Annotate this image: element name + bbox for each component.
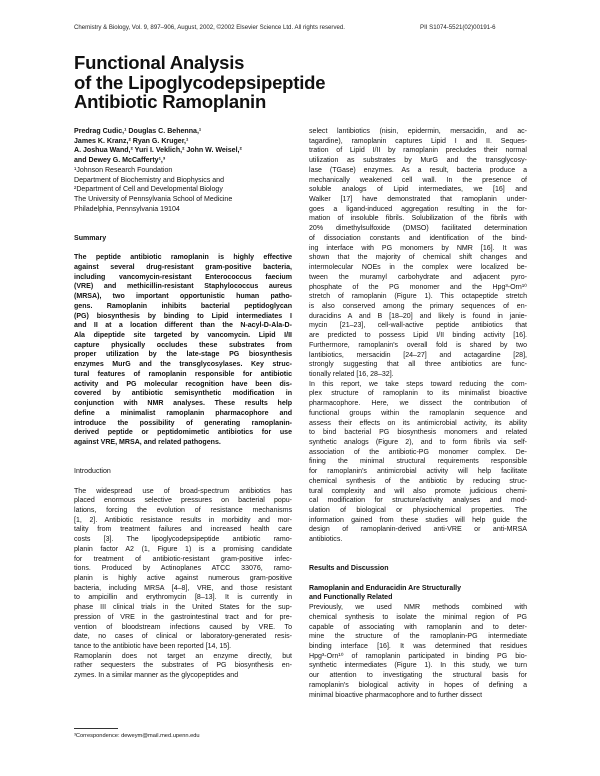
text-line: against several drug-resistant gram-positive bacteria, bbox=[74, 264, 292, 272]
summary-abstract bbox=[74, 253, 292, 447]
footnote-rule bbox=[74, 728, 118, 729]
right-column bbox=[309, 127, 527, 700]
text-line: fining the minimal structural requirements responsible bbox=[309, 458, 527, 466]
text-line: to bind bacterial PG biosynthesis monomers and related bbox=[309, 429, 527, 437]
text-line: conjunction with NMR analyses. These results help bbox=[74, 400, 292, 408]
section-subheading bbox=[309, 584, 527, 603]
text-line: James K. Kranz,² Ryan G. Kruger,¹ bbox=[74, 137, 189, 145]
text-line: The University of Pennsylvania School of Medicine bbox=[74, 196, 233, 204]
introduction-heading: Introduction bbox=[74, 468, 111, 476]
text-line: lantibiotics, mersacidin [24–27] and actagardine [28], bbox=[309, 351, 527, 359]
text-line: phase III clinical trials in the United States for the sup- bbox=[74, 604, 292, 612]
text-line: for ramoplanin's antimicrobial activity will help facilitate bbox=[309, 468, 527, 476]
running-header bbox=[74, 24, 544, 31]
text-line: lase (TGase) enzymes. As a result, bacteria produce a bbox=[309, 166, 527, 174]
text-line: against VRE, MRSA, and related pathogens. bbox=[74, 438, 221, 446]
text-line: ²Department of Cell and Developmental Biology bbox=[74, 186, 223, 194]
text-line: chemical synthesis of the antibiotic by reducing struc- bbox=[309, 477, 527, 485]
text-line: Ramoplanin and Enduracidin Are Structurally bbox=[309, 584, 462, 592]
text-line: lations, forcing the evolution of resistance mechanisms bbox=[74, 506, 292, 514]
text-line: proper utilization by the late-stage PG biosynthesis bbox=[74, 351, 292, 359]
text-line: pression of VRE in the gastrointestinal tract and for pre- bbox=[74, 613, 292, 621]
text-line: intermolecular NOEs in the complex were localized be- bbox=[309, 264, 527, 272]
text-line: for treatment of antibiotic-resistant gram-positive infec- bbox=[74, 555, 292, 563]
text-line: (MRSA), two important opportunistic human patho- bbox=[74, 293, 292, 301]
results-heading: Results and Discussion bbox=[309, 565, 389, 573]
text-line: The widespread use of broad-spectrum antibiotics has bbox=[74, 487, 292, 495]
text-line: mechanically weakened cell wall. In the presence of bbox=[309, 176, 527, 184]
text-line: In this report, we take steps toward reducing the com- bbox=[309, 380, 527, 388]
text-line: to ampicillin and erythromycin [8–13]. It is currently in bbox=[74, 594, 292, 602]
text-line: define a minimalist ramoplanin pharmacophore and bbox=[74, 409, 292, 417]
text-line: design of ramoplanin-derived anti-VRE or anti-MRSA bbox=[309, 526, 527, 534]
text-line: Philadelphia, Pennsylvania 19104 bbox=[74, 205, 180, 213]
text-line: of dissociation constants and identification of the bind- bbox=[309, 234, 527, 242]
correspondence-footnote: ³Correspondence: deweym@mail.med.upenn.edu bbox=[74, 733, 200, 739]
text-line: activity and PG molecular recognition have been dis- bbox=[74, 380, 292, 388]
text-line: tance to the antibiotic have been reported [14, 15]. bbox=[74, 643, 232, 650]
text-line: phosphate of the PG monomer and the Hpg³-Orn¹⁰ bbox=[309, 283, 527, 291]
text-line: association of the antibiotic-PG monomer complex. De- bbox=[309, 448, 527, 456]
text-line: assess their effects on its antimicrobial activity, its ability bbox=[309, 419, 527, 427]
text-line: strongly suggesting that all three antibiotics are func- bbox=[309, 361, 527, 369]
text-line: bacteria, including MRSA [4–8], VRE, and those resistant bbox=[74, 584, 292, 592]
text-line: mycin [21–23], cell-wall-active peptide antibiotics that bbox=[309, 322, 527, 330]
text-line: are predicted to possess Lipid I/II binding activity [16]. bbox=[309, 332, 527, 340]
text-line: derived peptide or peptidomimetic antibiotics for use bbox=[74, 429, 292, 437]
text-line: synthetic analogs (Figure 2), and to form fibrils via self- bbox=[309, 439, 527, 446]
text-line: functional groups within the ramoplanin sequence and bbox=[309, 409, 527, 417]
text-line: planin factor A2 (1, Figure 1) is a promising candidate bbox=[74, 545, 292, 553]
text-line: chemical synthesis to isolate the minimal region of PG bbox=[309, 613, 527, 621]
text-line: ¹Johnson Research Foundation bbox=[74, 166, 173, 174]
text-line: select lantibiotics (nisin, epidermin, mersacidin, and ac- bbox=[309, 128, 527, 135]
text-line: Furthermore, ramoplanin's overall fold is shared by two bbox=[309, 341, 527, 349]
text-line: utilization as substrates by MurG and the transglycosy- bbox=[309, 157, 527, 165]
pii-code: PII S1074-5521(02)00191-6 bbox=[420, 24, 496, 31]
text-line: vention of bloodstream infections caused by VRE. To bbox=[74, 623, 292, 631]
text-line: introduce the possibility of generating ramoplanin- bbox=[74, 419, 292, 427]
text-line: (VRE) and methicillin-resistant Staphylococcus aureus bbox=[74, 283, 292, 291]
text-line: costs [3]. The lipoglycodepsipeptide antibiotic ramo- bbox=[74, 536, 292, 544]
text-line: rather sequesters the substrates of PG biosynthesis en- bbox=[74, 662, 292, 670]
text-line: tural complexity and will also promote judicious chemi- bbox=[309, 487, 527, 495]
text-line: capture physically occludes these substrates from bbox=[74, 341, 292, 349]
text-line: and Dewey G. McCafferty¹,³ bbox=[74, 157, 166, 165]
text-line: (PG) biosynthesis by binding to Lipid intermediates I bbox=[74, 312, 292, 320]
text-line: antibiotics. bbox=[309, 536, 343, 544]
text-line: goes a ligand-induced aggregation resulting in the for- bbox=[309, 205, 527, 213]
text-line: Walker [17] have demonstrated that ramoplanin under- bbox=[309, 196, 527, 204]
body-text-continued bbox=[309, 127, 527, 545]
article-title bbox=[74, 53, 325, 112]
text-line: zymes. In a similar manner as the glycopeptides and bbox=[74, 672, 239, 680]
text-line: mation of insoluble fibrils. Solubilization of the fibrils with bbox=[309, 215, 527, 223]
text-line: A. Joshua Wand,² Yuri I. Veklich,² John W. Weisel,² bbox=[74, 147, 242, 155]
text-line: covered by antibiotic semisynthetic modification in bbox=[74, 390, 292, 398]
introduction-text bbox=[74, 487, 292, 681]
text-line: including vancomycin-resistant Enterococcus faecium bbox=[74, 273, 292, 281]
text-line: ulation of biological or physiochemical properties. The bbox=[309, 507, 527, 515]
text-line: tration of Lipid I/II by ramoplanin precludes their normal bbox=[309, 147, 527, 155]
author-block bbox=[74, 127, 292, 214]
text-line: Ramoplanin does not target an enzyme directly, but bbox=[74, 652, 292, 660]
results-text bbox=[309, 603, 527, 700]
text-line: tions. Produced by Actinoplanes ATCC 33076, ramo- bbox=[74, 565, 292, 573]
text-line: tween the muramyl carbohydrate and adjacent pyro- bbox=[309, 273, 527, 281]
text-line: Previously, we used NMR methods combined with bbox=[309, 604, 527, 612]
text-line: Hpg³-Orn¹⁰ of ramoplanin participated in binding PG bio- bbox=[309, 652, 527, 660]
text-line: tural features of ramoplanin responsible for antibiotic bbox=[74, 370, 292, 378]
text-line: stretch of ramoplanin (Figure 1). This octapeptide stretch bbox=[309, 293, 527, 301]
text-line: and Functionally Related bbox=[309, 594, 393, 602]
text-line: tionally related [16, 28–32]. bbox=[309, 370, 394, 378]
text-line: minimal bioactive pharmacophore and to further dissect bbox=[309, 691, 483, 699]
text-line: mine the structure of the ramoplanin-PG intermediate bbox=[309, 633, 527, 641]
text-line: binding interface [16]. It was determined that residues bbox=[309, 643, 527, 651]
text-line: gens. Ramoplanin inhibits bacterial peptidoglycan bbox=[74, 302, 292, 310]
title-line: Antibiotic Ramoplanin bbox=[74, 91, 267, 112]
text-line: The peptide antibiotic ramoplanin is highly effective bbox=[74, 254, 292, 262]
text-line: soluble analogs of Lipid intermediates, we [16] and bbox=[309, 186, 527, 194]
text-line: Ala dipeptide site targeted by vancomycin. Lipid I/II bbox=[74, 332, 292, 340]
text-line: planin is highly active against numerous gram-positive bbox=[74, 574, 292, 582]
text-line: tality from treatment failures and increased health care bbox=[74, 526, 292, 534]
text-line: our attention to investigating the structural basis for bbox=[309, 672, 527, 680]
text-line: ing interface with PG monomers by NMR [16]. It was bbox=[309, 244, 527, 252]
journal-citation: Chemistry & Biology, Vol. 9, 897–906, August, 2002, ©2002 Elsevier Science Ltd. All rights reserved. bbox=[74, 24, 345, 31]
text-line: pharmacophore. Here, we dissect the contribution of bbox=[309, 400, 527, 408]
text-line: ramoplanin's biological activity in hopes of defining a bbox=[309, 681, 527, 689]
title-line: Functional Analysis bbox=[74, 52, 245, 73]
text-line: Department of Biochemistry and Biophysics and bbox=[74, 176, 225, 184]
text-line: synthetic intermediates (Figure 1). In this study, we turn bbox=[309, 662, 527, 670]
text-line: 20% dimethylsulfoxide (DMSO) facilitated determination bbox=[309, 225, 527, 233]
text-line: placed enormous selective pressures on bacterial popu- bbox=[74, 497, 292, 505]
text-line: duracidins A and B [18–20] and likely is found in janie- bbox=[309, 312, 527, 320]
text-line: Predrag Cudic,¹ Douglas C. Behenna,¹ bbox=[74, 128, 202, 135]
text-line: cal modification for structure/activity analyses and mod- bbox=[309, 497, 527, 505]
summary-heading: Summary bbox=[74, 234, 107, 242]
text-line: enzymes MurG and the transglycosylases. Key struc- bbox=[74, 361, 292, 369]
text-line: plex structure of ramoplanin to its minimalist bioactive bbox=[309, 390, 527, 398]
text-line: date, no cases of clinical or laboratory-generated resis- bbox=[74, 633, 292, 641]
text-line: and II at a location different than the N-acyl-D-Ala-D- bbox=[74, 322, 292, 330]
text-line: tagardine), ramoplanin captures Lipid I and II. Seques- bbox=[309, 137, 527, 145]
text-line: shown that the majority of chemical shift changes and bbox=[309, 254, 527, 262]
text-line: capable of associating with ramoplanin and to deter- bbox=[309, 623, 527, 631]
text-line: is also conserved among the primary sequences of en- bbox=[309, 302, 527, 310]
title-line: of the Lipoglycodepsipeptide bbox=[74, 71, 326, 93]
text-line: information gained from these studies will help guide the bbox=[309, 516, 527, 524]
left-column bbox=[74, 127, 292, 681]
text-line: [1, 2]. Antibiotic resistance results in morbidity and mor- bbox=[74, 516, 292, 524]
